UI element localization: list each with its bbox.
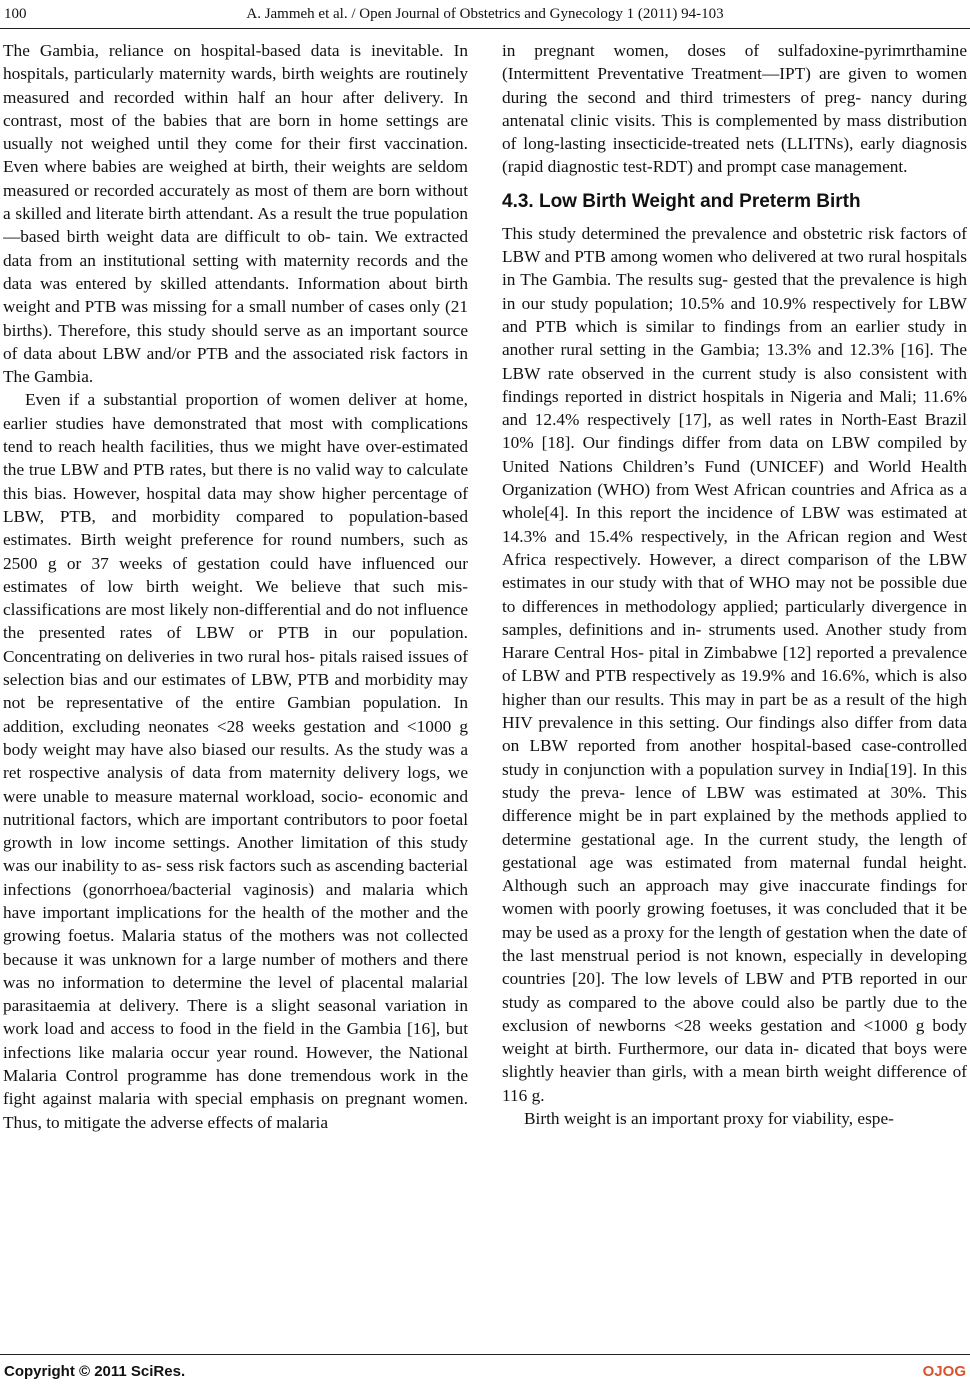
footer-rule [0, 1354, 970, 1355]
page-number: 100 [4, 6, 27, 22]
running-head: A. Jammeh et al. / Open Journal of Obstetrics and Gynecology 1 (2011) 94-103 [246, 6, 724, 22]
section-heading: 4.3. Low Birth Weight and Preterm Birth [502, 190, 861, 212]
left-column [3, 39, 468, 1344]
right-column [502, 39, 967, 1344]
paragraph: Even if a substantial proportion of women deliver at home, earlier studies have demonstrated that most with complications tend to reach health facilities, thus we might have over-estimated the true LBW and PTB rates, but there is no valid way to calculate this bias. However, hospital data may show higher percentage of LBW, PTB, and morbidity compared to population-based estimates. Birth weight preference for round numbers, such as 2500 g or 37 weeks of gestation could have influenced our estimates of low birth weight. We believe that such mis- classifications are most likely non-differential and do not influence the presented rates of LBW or PTB in our population. Concentrating on deliveries in two rural hos- pitals raised issues of selection bias and our estimates of LBW, PTB and morbidity may not be representative of the entire Gambian population. In addition, excluding neonates <28 weeks gestation and <1000 g body weight may have also biased our results. As the study was a ret rospective analysis of data from maternity delivery logs, we were unable to measure maternal workload, socio- economic and nutritional factors, which are important contributors to poor foetal growth in low income settings. Another limitation of this study was our inability to as- sess risk factors such as ascending bacterial infections (gonorrhoea/bacterial vaginosis) and malaria which have important implications for the health of the mother and the growing foetus. Malaria status of the mothers was not collected because it was unknown for a large number of mothers and there was no information to determine the level of placental malarial parasitaemia at delivery. There is a slight seasonal variation in work load and access to food in the field in the Gambia [16], but infections like malaria occur year round. However, the National Malaria Control programme has done tremendous work in the fight against malaria with special emphasis on pregnant women. Thus, to mitigate the adverse effects of malaria [3, 390, 468, 1132]
header-rule [0, 28, 970, 29]
paragraph: in pregnant women, doses of sulfadoxine-pyrimrthamine (Intermittent Preventative Treatment—IPT) are given to women during the second and third trimesters of preg- nancy during antenatal clinic visits. This is complemented by mass distribution of long-lasting insecticide-treated nets (LLITNs), early diagnosis (rapid diagnostic test-RDT) and prompt case management. [502, 41, 967, 177]
paragraph: This study determined the prevalence and obstetric risk factors of LBW and PTB among women who delivered at two rural hospitals in The Gambia. The results sug- gested that the prevalence is high in our study population; 10.5% and 10.9% respectively for LBW and PTB which is similar to findings from an earlier study in another rural setting in the Gambia; 13.3% and 12.3% [16]. The LBW rate observed in the current study is also consistent with findings reported in district hospitals in Nigeria and Mali; 11.6% and 12.4% respectively [17], as well rates in North-East Brazil 10% [18]. Our findings differ from data on LBW compiled by United Nations Children’s Fund (UNICEF) and World Health Organization (WHO) from West African countries and Africa as a whole[4]. In this report the incidence of LBW was estimated at 14.3% and 15.4% respectively, in the African region and West Africa respectively. However, a direct comparison of the LBW estimates in our study with that of WHO may not be possible due to differences in methodology applied; particularly divergence in samples, definitions and in- struments used. Another study from Harare Central Hos- pital in Zimbabwe [12] reported a prevalence of LBW and PTB respectively as 19.9% and 16.6%, which is also higher than our results. This may in part be as a result of the high HIV prevalence in this setting. Our findings also differ from data on LBW reported from another hospital-based case-controlled study in conjunction with a population survey in India[19]. In this study the preva- lence of LBW was estimated at 30%. This difference might be in part explained by the methods applied to determine gestational age. In the current study, the length of gestational age was estimated from maternal fundal height. Although such an approach may give inaccurate findings for women with poorly growing foetuses, it was concluded that it be may be used as a proxy for the length of gestation when the date of the last menstrual period is not known, especially in developing countries [20]. The low levels of LBW and PTB reported in our study as compared to the above could also be partly due to the exclusion of newborns <28 weeks gestation and <1000 g body weight at birth. Furthermore, our data in- dicated that boys were slightly heavier than girls, with a mean birth weight difference of 116 g. [502, 223, 967, 1105]
paragraph: Birth weight is an important proxy for viability, espe- [524, 1109, 894, 1129]
journal-abbreviation: OJOG [922, 1363, 966, 1380]
paragraph: The Gambia, reliance on hospital-based data is inevitable. In hospitals, particularly maternity wards, birth weights are routinely measured and recorded within half an hour after delivery. In contrast, most of the babies that are born in home settings are usually not weighed until they come for their first vaccination. Even where babies are weighed at birth, their weights are seldom measured or recorded accurately as most of them are born without a skilled and literate birth attendant. As a result the true population—based birth weight data are difficult to ob- tain. We extracted data from an institutional setting with maternity records and the data was entered by skilled attendants. Information about birth weight and PTB was missing for a small number of cases only (21 births). Therefore, this study should serve as an important source of data about LBW and/or PTB and the associated risk factors in The Gambia. [3, 41, 468, 387]
copyright-notice: Copyright © 2011 SciRes. [4, 1363, 186, 1380]
